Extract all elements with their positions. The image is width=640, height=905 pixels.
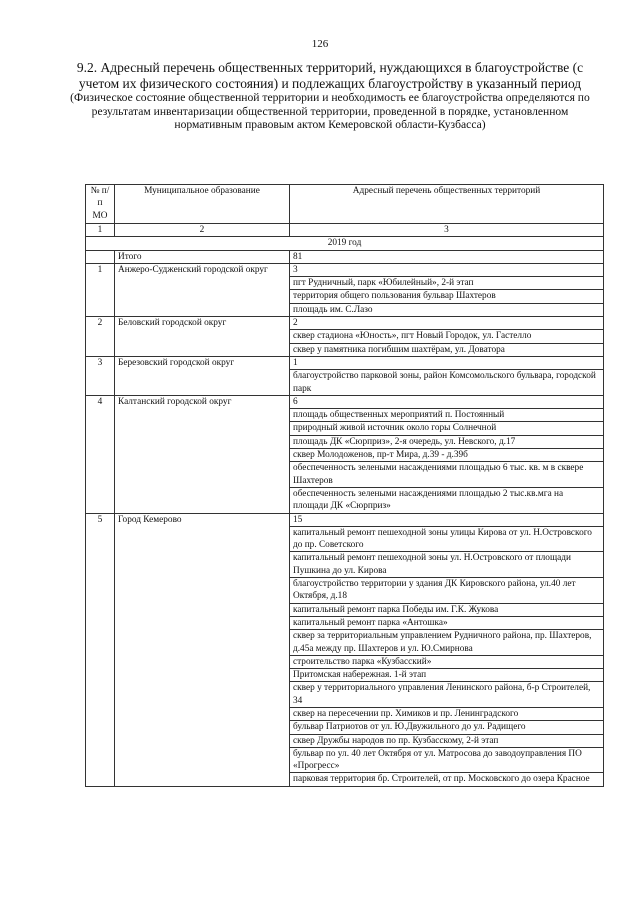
group-row xyxy=(86,317,604,330)
header-number: № п/п МО xyxy=(86,185,115,224)
group-row xyxy=(86,263,604,276)
header-territories: Адресный перечень общественных территорий xyxy=(290,185,604,224)
territory-item: обеспеченность зелеными насаждениями площадью 6 тыс. кв. м в сквере Шахтеров xyxy=(290,462,604,488)
territory-item: территория общего пользования бульвар Шахтеров xyxy=(290,290,604,303)
column-number-row xyxy=(86,224,604,237)
territory-item: обеспеченность зелеными насаждениями площадью 2 тыс.кв.мга на площади ДК «Сюрприз» xyxy=(290,487,604,513)
group-row xyxy=(86,356,604,369)
page-number: 126 xyxy=(311,38,329,50)
territory-item: капитальный ремонт пешеходной зоны улицы Кирова от ул. Н.Островского до пр. Советского xyxy=(290,526,604,552)
table-header-row xyxy=(86,185,604,224)
territory-item: пгт Рудничный, парк «Юбилейный», 2-й этап xyxy=(290,277,604,290)
territory-item: капитальный ремонт пешеходной зоны ул. Н.Островского от площади Пушкина до ул. Кирова xyxy=(290,552,604,578)
group-number: 2 xyxy=(86,317,115,357)
territory-item: капитальный ремонт парка «Антошка» xyxy=(290,616,604,629)
territory-item: площадь общественных мероприятий п. Постоянный xyxy=(290,409,604,422)
total-empty-cell xyxy=(86,250,115,263)
column-number: 3 xyxy=(290,224,604,237)
group-row xyxy=(86,395,604,408)
territory-item: благоустройство территории у здания ДК Кировского района, ул.40 лет Октября, д.18 xyxy=(290,578,604,604)
territory-item: Притомская набережная. 1-й этап xyxy=(290,669,604,682)
column-number: 1 xyxy=(86,224,115,237)
territory-item: сквер стадиона «Юность», пгт Новый Городок, ул. Гастелло xyxy=(290,330,604,343)
total-row xyxy=(86,250,604,263)
page-subtitle: (Физическое состояние общественной территории и необходимость ее благоустройства определяются по результатам инвентаризации общественной территории, проведенной в порядке, установленном нормативным правовым актом Кемеровской области-Кузбасса) xyxy=(70,91,590,131)
heading-block xyxy=(70,60,590,132)
total-label: Итого xyxy=(115,250,290,263)
group-number: 1 xyxy=(86,263,115,316)
territory-item: площадь им. С.Лазо xyxy=(290,303,604,316)
territory-item: сквер на пересечении пр. Химиков и пр. Ленинградского xyxy=(290,707,604,720)
header-municipality: Муниципальное образование xyxy=(115,185,290,224)
territory-count: 15 xyxy=(290,513,604,526)
territory-item: строительство парка «Кузбасский» xyxy=(290,655,604,668)
territory-item: сквер за территориальным управлением Рудничного района, пр. Шахтеров, д.45а между пр. Шахтеров и ул. Ю.Смирнова xyxy=(290,630,604,656)
page-title: 9.2. Адресный перечень общественных территорий, нуждающихся в благоустройстве (с учетом их физического состояния) и подлежащих благоустройству в указанный период xyxy=(76,60,584,91)
year-label: 2019 год xyxy=(86,237,604,250)
municipality-name: Город Кемерово xyxy=(115,513,290,786)
municipality-name: Березовский городской округ xyxy=(115,356,290,395)
column-number: 2 xyxy=(115,224,290,237)
territory-item: сквер у памятника погибшим шахтёрам, ул. Доватора xyxy=(290,343,604,356)
territory-item: сквер у территориального управления Ленинского района, б-р Строителей, 34 xyxy=(290,682,604,708)
territory-item: площадь ДК «Сюрприз», 2-я очередь, ул. Невского, д.17 xyxy=(290,435,604,448)
total-value: 81 xyxy=(290,250,604,263)
group-number: 5 xyxy=(86,513,115,786)
territory-item: капитальный ремонт парка Победы им. Г.К. Жукова xyxy=(290,603,604,616)
territory-item: благоустройство парковой зоны, район Комсомольского бульвара, городской парк xyxy=(290,370,604,396)
territory-item: парковая территория бр. Строителей, от пр. Московского до озера Красное xyxy=(290,773,604,786)
territory-count: 1 xyxy=(290,356,604,369)
territory-item: бульвар по ул. 40 лет Октября от ул. Матросова до заводоуправления ПО «Прогресс» xyxy=(290,747,604,773)
territory-count: 3 xyxy=(290,263,604,276)
territory-item: сквер Дружбы народов по пр. Кузбасскому, 2-й этап xyxy=(290,734,604,747)
territory-item: бульвар Патриотов от ул. Ю.Двужильного до ул. Радищего xyxy=(290,721,604,734)
territory-count: 6 xyxy=(290,395,604,408)
group-number: 3 xyxy=(86,356,115,395)
municipality-name: Анжеро-Судженский городской округ xyxy=(115,263,290,316)
group-number: 4 xyxy=(86,395,115,513)
territory-count: 2 xyxy=(290,317,604,330)
territory-item: природный живой источник около горы Солнечной xyxy=(290,422,604,435)
group-row xyxy=(86,513,604,526)
year-row xyxy=(86,237,604,250)
municipality-name: Калтанский городской округ xyxy=(115,395,290,513)
municipality-name: Беловский городской округ xyxy=(115,317,290,357)
territory-item: сквер Молодоженов, пр-т Мира, д.39 - д.39б xyxy=(290,449,604,462)
territories-table xyxy=(85,184,604,787)
